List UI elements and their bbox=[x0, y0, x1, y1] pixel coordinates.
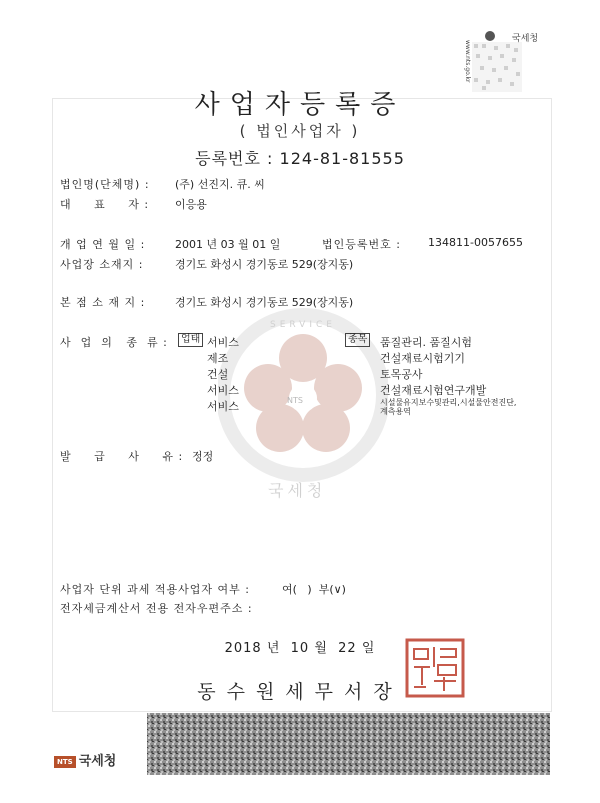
official-seal bbox=[404, 637, 466, 699]
jongmok-item: 토목공사 bbox=[380, 368, 423, 381]
uptae-item: 건설 bbox=[207, 368, 229, 381]
representative-value: 이응용 bbox=[175, 198, 207, 211]
nts-badge: NTS bbox=[54, 756, 76, 768]
biz-type-label: 사 업 의 종 류 : bbox=[60, 336, 168, 349]
hq-label: 본 점 소 재 지 : bbox=[60, 296, 146, 309]
jongmok-item: 건설재료시험기기 bbox=[380, 352, 466, 365]
document-subtitle: ( 법인사업자 ) bbox=[239, 122, 361, 140]
jongmok-extra: 시설물유지보수및관리,시설물안전진단, bbox=[380, 398, 517, 407]
registration-value: 124-81-81555 bbox=[279, 149, 405, 168]
site-label: 사업장 소재지 : bbox=[60, 258, 144, 271]
hq-value: 경기도 화성시 경기동로 529(장지동) bbox=[175, 296, 354, 309]
uptae-item: 서비스 bbox=[207, 336, 239, 349]
representative-label: 대 표 자 : bbox=[60, 198, 150, 211]
jongmok-item: 품질관리. 품질시험 bbox=[380, 336, 473, 349]
nts-watermark bbox=[218, 300, 388, 500]
corp-reg-label: 법인등록번호 : bbox=[322, 238, 401, 251]
jongmok-item: 건설재료시험연구개발 bbox=[380, 384, 487, 397]
document-title: 사업자등록증 bbox=[194, 90, 406, 120]
watermark-top-text: SERVICE bbox=[270, 320, 336, 330]
nts-logo bbox=[54, 750, 116, 769]
open-date-value: 2001 년 03 월 01 일 bbox=[175, 238, 281, 251]
site-value: 경기도 화성시 경기동로 529(장지동) bbox=[175, 258, 354, 271]
unit-tax-label: 사업자 단위 과세 적용사업자 여부 : bbox=[60, 583, 250, 596]
nts-logo-text: 국세청 bbox=[78, 754, 117, 769]
uptae-item: 제조 bbox=[207, 352, 229, 365]
einvoice-label: 전자세금계산서 전용 전자우편주소 : bbox=[60, 602, 253, 615]
url-label: www.nts.go.kr bbox=[464, 40, 471, 83]
issuing-office: 동수원세무서장 bbox=[197, 681, 403, 703]
corp-name-value: (주) 선진지. 큐. 씨 bbox=[175, 178, 265, 191]
agency-label: 국세청 bbox=[512, 34, 539, 44]
watermark-center: NTS bbox=[287, 396, 303, 405]
open-date-label: 개 업 연 월 일 : bbox=[60, 238, 146, 251]
watermark-bottom-text: 국세청 bbox=[268, 481, 327, 500]
uptae-tag: 업태 bbox=[178, 333, 203, 347]
uptae-item: 서비스 bbox=[207, 400, 239, 413]
registration-label: 등록번호 : bbox=[195, 149, 274, 168]
issue-date: 2018 년 10 월 22 일 bbox=[224, 641, 376, 656]
registration-number bbox=[0, 146, 600, 169]
jongmok-extra: 계측용역 bbox=[380, 407, 411, 416]
jongmok-tag: 종목 bbox=[345, 333, 370, 347]
corp-reg-value: 134811-0057655 bbox=[428, 236, 523, 249]
corp-name-label: 법인명(단체명) : bbox=[60, 178, 150, 191]
security-pattern-bar bbox=[52, 713, 550, 775]
issue-reason-value: 정정 bbox=[192, 450, 214, 463]
uptae-item: 서비스 bbox=[207, 384, 239, 397]
unit-tax-value: 여( ) 부(∨) bbox=[282, 583, 346, 596]
issue-reason-label: 발 급 사 유 : bbox=[60, 450, 184, 463]
